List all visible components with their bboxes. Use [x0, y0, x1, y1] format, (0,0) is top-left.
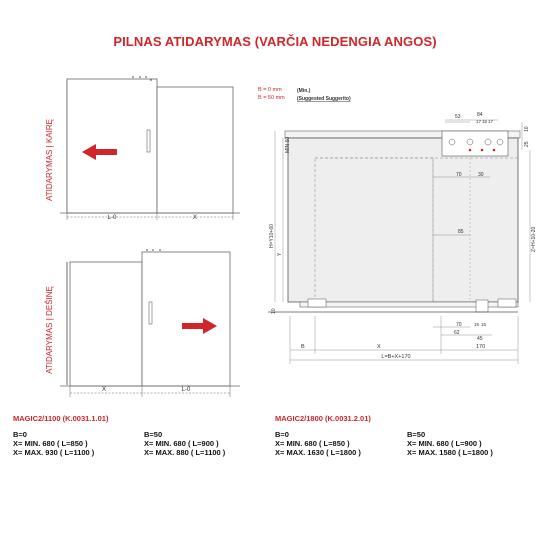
svg-text:B: B — [301, 344, 305, 350]
svg-text:15: 15 — [474, 322, 480, 327]
spec-1800-col2: B=50 X= MIN. 680 ( L=900 ) X= MAX. 1580 ( L=1800 ) — [407, 430, 493, 457]
dim-l0-bottom: L-0 — [181, 387, 191, 393]
svg-text:H=Y10+60: H=Y10+60 — [269, 224, 275, 248]
label-open-left: ATIDARYMAS Į KAIRĘ — [45, 119, 54, 201]
dim-x-top: X — [192, 215, 198, 221]
spec-1800-col1: B=0 X= MIN. 680 ( L=850 ) X= MAX. 1630 ( L=1800 ) — [275, 430, 361, 457]
svg-text:70: 70 — [456, 322, 462, 328]
svg-text:10: 10 — [524, 126, 530, 132]
wall-panel-left — [157, 87, 233, 213]
svg-text:70: 70 — [456, 172, 462, 178]
spec-title-1800: MAGIC2/1800 (K.0031.2.01) — [275, 414, 371, 423]
bottom-guide — [476, 300, 488, 312]
svg-text:15: 15 — [482, 119, 488, 124]
section-drawing — [268, 112, 537, 364]
svg-text:Z=H+10-20: Z=H+10-20 — [531, 226, 537, 252]
open-right-diagram — [60, 249, 240, 397]
svg-text:Y: Y — [277, 252, 283, 256]
svg-text:30: 30 — [478, 172, 484, 178]
svg-text:45: 45 — [477, 336, 483, 342]
page-title: PILNAS ATIDARYMAS (VARČIA NEDENGIA ANGOS) — [113, 34, 437, 49]
svg-text:B = 50 mm: B = 50 mm — [258, 95, 285, 101]
label-open-right: ATIDARYMAS Į DEŠINĘ — [45, 286, 54, 374]
spec-1100-col1: B=0 X= MIN. 680 ( L=850 ) X= MAX. 930 ( L=1100 ) — [13, 430, 95, 457]
svg-text:25: 25 — [524, 141, 530, 147]
svg-text:X: X — [377, 344, 381, 350]
svg-text:62: 62 — [454, 330, 460, 336]
svg-text:17: 17 — [476, 119, 482, 124]
svg-text:B = 0 mm: B = 0 mm — [258, 87, 282, 93]
svg-text:MIN 60: MIN 60 — [285, 136, 291, 153]
svg-text:(Suggested Suggerito): (Suggested Suggerito) — [297, 96, 351, 102]
door-panel-left — [67, 79, 157, 213]
wall-panel-right — [70, 262, 142, 386]
notes — [258, 87, 351, 102]
top-carriage — [442, 131, 508, 156]
svg-text:L=B+X+170: L=B+X+170 — [381, 354, 411, 360]
svg-text:53: 53 — [455, 114, 461, 120]
dim-x-bottom: X — [101, 387, 107, 393]
svg-text:(Min.): (Min.) — [297, 88, 311, 94]
door-panel-right — [142, 252, 230, 386]
svg-text:84: 84 — [477, 112, 483, 118]
spec-1100-col2: B=50 X= MIN. 680 ( L=900 ) X= MAX. 880 ( L=1100 ) — [144, 430, 226, 457]
svg-text:85: 85 — [458, 229, 464, 235]
open-left-diagram — [60, 76, 240, 221]
svg-text:15: 15 — [481, 322, 487, 327]
svg-text:170: 170 — [476, 344, 486, 350]
svg-text:10: 10 — [271, 308, 277, 314]
sliding-door-panel — [288, 138, 518, 302]
svg-text:17: 17 — [488, 119, 494, 124]
spec-title-1100: MAGIC2/1100 (K.0031.1.01) — [13, 414, 109, 423]
dim-l0-top: L-0 — [107, 215, 117, 221]
